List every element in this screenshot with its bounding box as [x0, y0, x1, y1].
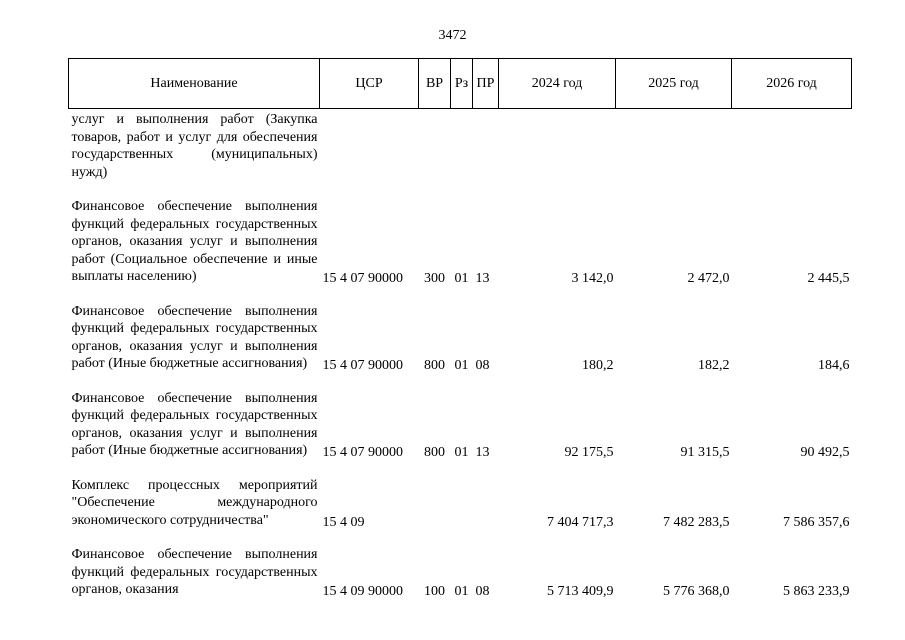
cell-csr: 15 4 07 90000: [322, 445, 403, 460]
header-name: Наименование: [69, 59, 320, 109]
cell-2025: 182,2: [698, 358, 730, 373]
cell-2025: 2 472,0: [687, 271, 730, 286]
table-body: [69, 109, 852, 601]
cell-pr: [473, 475, 499, 532]
cell-pr: 08: [475, 358, 490, 373]
cell-2024: 7 404 717,3: [547, 514, 614, 530]
table-row: [69, 196, 852, 288]
cell-csr: 15 4 09: [322, 514, 365, 530]
cell-2026: 184,6: [818, 358, 850, 373]
cell-pr: 13: [475, 445, 490, 460]
header-vr: ВР: [419, 59, 451, 109]
cell-2026: 2 445,5: [807, 271, 850, 286]
page-number: 3472: [438, 28, 467, 43]
cell-vr: [419, 475, 451, 532]
cell-rz: 01: [454, 445, 469, 460]
cell-2025: 7 482 283,5: [663, 514, 730, 530]
row-spacer: [69, 531, 852, 544]
cell-vr: 100: [424, 584, 445, 599]
table-row: [69, 301, 852, 375]
cell-csr: 15 4 09 90000: [322, 584, 403, 599]
header-2024: 2024 год: [499, 59, 616, 109]
row-spacer: [69, 375, 852, 388]
cell-name: Финансовое обеспечение выполнения функций федеральных государственных органов, оказания услуг и выполнения работ (Иные бюджетные ассигнования): [71, 390, 318, 458]
row-spacer-cell: [69, 183, 852, 196]
table-row: [69, 544, 852, 601]
cell-name: Финансовое обеспечение выполнения функций федеральных государственных органов, оказания услуг и выполнения работ (Социальное обеспечение и иные выплаты населению): [71, 199, 318, 284]
cell-csr: 15 4 07 90000: [322, 271, 403, 286]
cell-vr: 300: [424, 271, 445, 286]
header-2025: 2025 год: [616, 59, 732, 109]
cell-name: Финансовое обеспечение выполнения функций федеральных государственных органов, оказания: [71, 547, 318, 597]
cell-rz: 01: [454, 358, 469, 373]
cell-2024: 3 142,0: [571, 271, 614, 286]
cell-2026: [732, 109, 852, 184]
cell-pr: [473, 109, 499, 184]
table-row: [69, 109, 852, 184]
table-row: [69, 475, 852, 532]
cell-name: Финансовое обеспечение выполнения функций федеральных государственных органов, оказания услуг и выполнения работ (Иные бюджетные ассигнования): [71, 303, 318, 371]
cell-2024: [499, 109, 616, 184]
row-spacer-cell: [69, 375, 852, 388]
table-header: [69, 59, 852, 109]
cell-2025: 5 776 368,0: [663, 584, 730, 599]
header-rz: Рз: [451, 59, 473, 109]
budget-table: [68, 58, 852, 601]
cell-2026: 5 863 233,9: [783, 584, 850, 599]
cell-2024: 5 713 409,9: [547, 584, 614, 599]
row-spacer-cell: [69, 462, 852, 475]
cell-pr: 08: [475, 584, 490, 599]
cell-name: Комплекс процессных мероприятий "Обеспечение международного экономического сотрудничества": [71, 477, 318, 528]
header-pr: ПР: [473, 59, 499, 109]
cell-2024: 92 175,5: [564, 445, 614, 460]
cell-2025: [616, 109, 732, 184]
cell-pr: 13: [475, 271, 490, 286]
cell-rz: [451, 109, 473, 184]
cell-2026: 90 492,5: [800, 445, 850, 460]
row-spacer: [69, 462, 852, 475]
table-row: [69, 388, 852, 462]
row-spacer: [69, 288, 852, 301]
cell-2025: 91 315,5: [680, 445, 730, 460]
cell-rz: 01: [454, 271, 469, 286]
row-spacer-cell: [69, 531, 852, 544]
row-spacer-cell: [69, 288, 852, 301]
cell-name: услуг и выполнения работ (Закупка товаров, работ и услуг для обеспечения государственных (муниципальных) нужд): [71, 112, 318, 180]
cell-vr: 800: [424, 358, 445, 373]
cell-csr: 15 4 07 90000: [322, 358, 403, 373]
cell-rz: 01: [454, 584, 469, 599]
cell-csr: [320, 109, 419, 184]
cell-2026: 7 586 357,6: [783, 514, 850, 530]
cell-vr: [419, 109, 451, 184]
cell-rz: [451, 475, 473, 532]
cell-2024: 180,2: [582, 358, 614, 373]
header-2026: 2026 год: [732, 59, 852, 109]
cell-vr: 800: [424, 445, 445, 460]
row-spacer: [69, 183, 852, 196]
header-csr: ЦСР: [320, 59, 419, 109]
